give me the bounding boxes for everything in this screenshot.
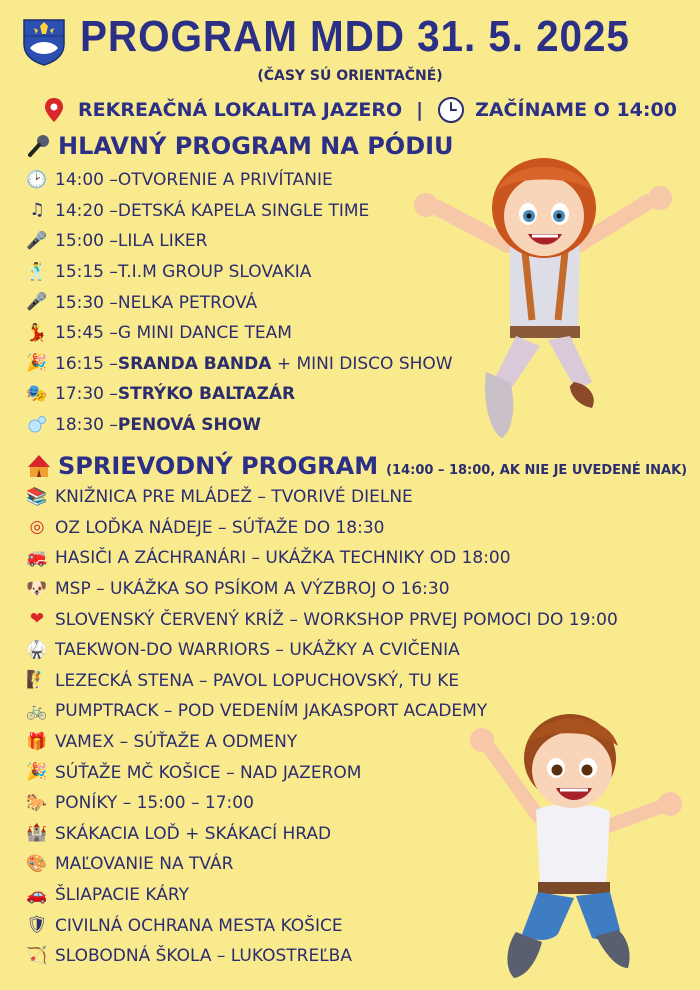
horse-icon: 🐎 [26,792,48,813]
list-item: 🎨 MAĽOVANIE NA TVÁR [26,853,234,875]
list-item: 🧗 LEZECKÁ STENA – PAVOL LOPUCHOVSKÝ, TU KE [26,670,460,691]
list-item: 🥋 TAEKWON-DO WARRIORS – UKÁŽKY A CVIČENIA [26,639,460,661]
heart-icon: ❤ [29,609,45,630]
list-item: ◎ OZ LOĎKA NÁDEJE – SÚŤAŽE DO 18:30 [26,513,686,544]
list-item: 🕑 14:00 – OTVORENIE A PRIVÍTANIE [26,169,333,191]
list-item: 🎉 16:15 – SRANDA BANDA + MINI DISCO SHOW [26,353,453,374]
list-item: 🐶 MSP – UKÁŽKA SO PSÍKOM A VÝZBROJ O 16:30 [26,578,450,600]
main-program-heading-row [26,132,454,160]
boy-illustration [458,706,690,986]
clock-icon [437,96,465,124]
list-item: 18:30 – PENOVÁ SHOW [26,410,686,441]
microphone-icon: 🎤 [26,230,48,251]
location-text: REKREAČNÁ LOKALITA JAZERO [78,99,403,121]
city-crest-logo [22,18,66,66]
main-program-heading: HLAVNÝ PROGRAM NA PÓDIU [58,132,454,160]
side-program-heading-row [26,452,687,480]
shield-icon: 🛡 [26,915,48,936]
list-item: 🛡 CIVILNÁ OCHRANA MESTA KOŠICE [26,915,343,936]
list-item: 🚗 ŠLIAPACIE KÁRY [26,884,190,906]
martial-arts-icon: 🥋 [26,639,48,660]
list-item: 📚 KNIŽNICA PRE MLÁDEŽ – TVORIVÉ DIELNE [26,486,413,508]
microphone-icon: 🎤 [26,292,48,313]
target-icon: ◎ [29,517,45,538]
list-item: ♫ 14:20 – DETSKÁ KAPELA SINGLE TIME [26,196,686,227]
palette-icon: 🎨 [26,853,48,874]
list-item: 🐎 PONÍKY – 15:00 – 17:00 [26,792,254,814]
list-item: 🎉 SÚŤAŽE MČ KOŠICE – NAD JAZEROM [26,762,362,783]
list-item: 🎤 15:30 – NELKA PETROVÁ [26,292,258,313]
dancer-icon: 💃 [26,322,48,343]
list-item: 💃 15:45 – G MINI DANCE TEAM [26,322,292,344]
page-title: PROGRAM MDD 31. 5. 2025 [80,12,630,61]
info-line [40,94,680,126]
car-icon: 🚗 [26,884,48,905]
dancer-icon: 🕺 [26,261,48,282]
bicycle-icon: 🚲 [26,700,48,721]
castle-icon: 🏰 [26,823,48,844]
bow-arrow-icon: 🏹 [26,945,48,966]
dog-icon: 🐶 [26,578,48,599]
side-program-heading: SPRIEVODNÝ PROGRAM [58,452,379,480]
bubbles-icon [26,414,48,436]
list-item: 🚒 HASIČI A ZÁCHRANÁRI – UKÁŽKA TECHNIKY OD 18:00 [26,547,511,569]
location-pin-icon [40,96,68,124]
girl-illustration [398,150,692,450]
microphone-icon [26,133,52,159]
books-icon: 📚 [26,486,48,507]
gift-icon: 🎁 [26,731,48,752]
theater-masks-icon: 🎭 [26,383,48,404]
clock-icon: 🕑 [26,169,48,190]
list-item: 🎭 17:30 – STRÝKO BALTAZÁR [26,383,296,405]
party-popper-icon: 🎉 [26,762,48,783]
list-item: 🎁 VAMEX – SÚŤAŽE A ODMENY [26,731,298,753]
fire-truck-icon: 🚒 [26,547,48,568]
list-item: 🚲 PUMPTRACK – POD VEDENÍM JAKASPORT ACADEMY [26,700,488,722]
subtitle-note: (ČASY SÚ ORIENTAČNÉ) [257,68,443,84]
climbing-icon: 🧗 [26,670,48,691]
list-item: 🏹 SLOBODNÁ ŠKOLA – LUKOSTREĽBA [26,945,352,967]
music-notes-icon: ♫ [29,200,45,221]
list-item: 🏰 SKÁKACIA LOĎ + SKÁKACÍ HRAD [26,823,332,844]
separator: | [416,99,424,121]
start-time-text: ZAČÍNAME O 14:00 [475,99,677,121]
party-popper-icon: 🎉 [26,353,48,374]
list-item: 🎤 15:00 – LILA LIKER [26,230,208,252]
list-item: ❤ SLOVENSKÝ ČERVENÝ KRÍŽ – WORKSHOP PRVEJ POMOCI DO 19:00 [26,604,686,635]
circus-tent-icon [26,453,52,479]
list-item: 🕺 15:15 – T.I.M GROUP SLOVAKIA [26,261,312,283]
side-program-note: (14:00 – 18:00, AK NIE JE UVEDENÉ INAK) [386,463,688,478]
